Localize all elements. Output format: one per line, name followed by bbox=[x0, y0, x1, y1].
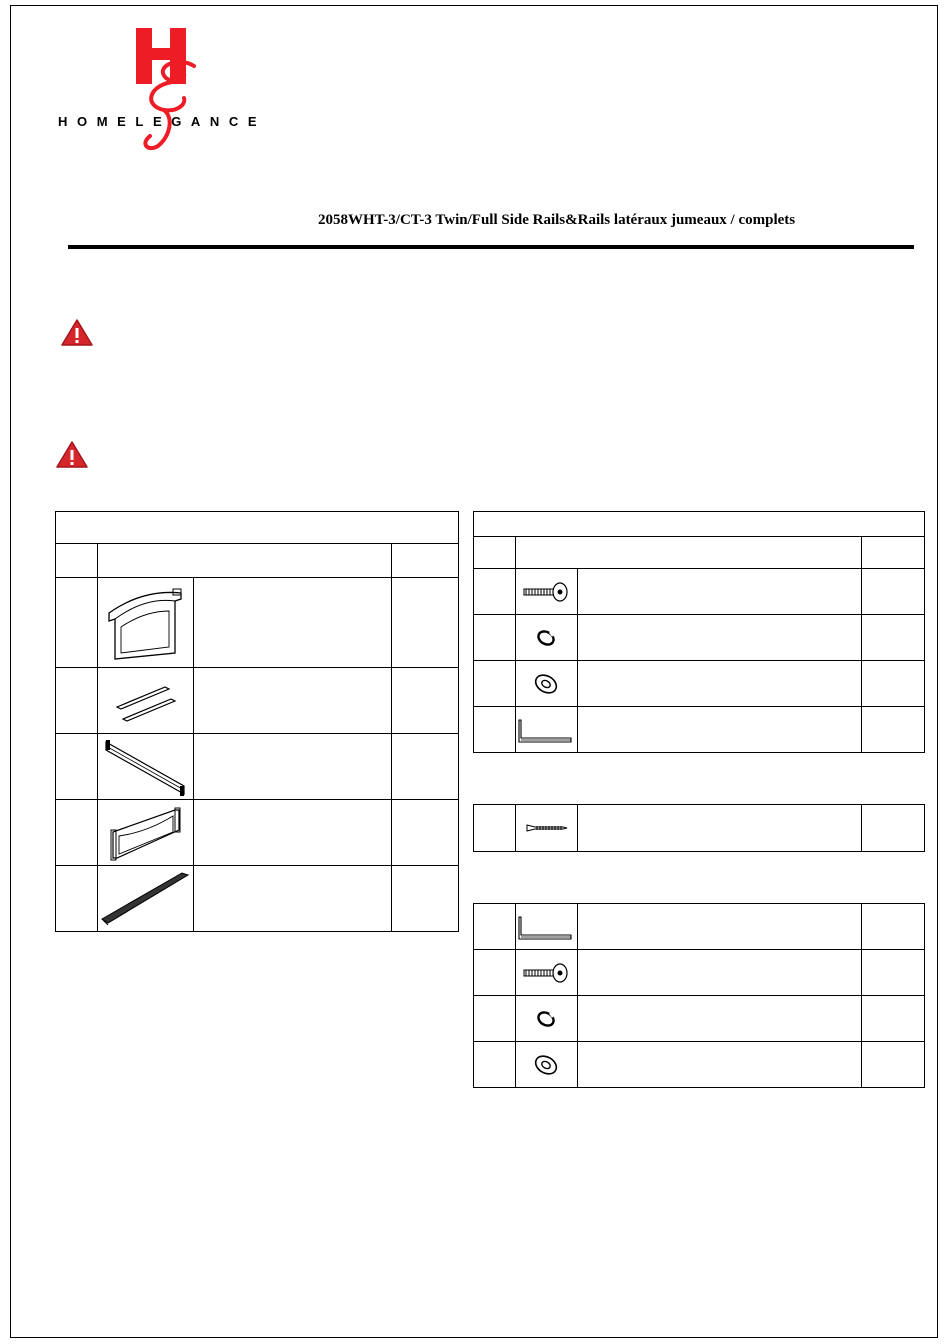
row-quantity-cell bbox=[862, 661, 925, 707]
hardware-table bbox=[473, 511, 925, 753]
table-row bbox=[474, 707, 925, 753]
row-quantity-cell bbox=[862, 805, 925, 852]
bolt-icon bbox=[522, 580, 570, 604]
logo-mark-icon bbox=[134, 26, 244, 151]
row-image-cell bbox=[515, 569, 577, 615]
side-rail-icon bbox=[102, 736, 188, 798]
row-description-cell bbox=[193, 866, 391, 932]
row-description-cell bbox=[577, 707, 861, 753]
flat-washer-icon bbox=[531, 671, 561, 697]
row-image-cell bbox=[97, 800, 193, 866]
row-image-cell bbox=[97, 668, 193, 734]
hardware-table-extra bbox=[473, 903, 925, 1088]
table-row bbox=[474, 1042, 925, 1088]
row-quantity-cell bbox=[862, 615, 925, 661]
table-row bbox=[56, 800, 459, 866]
table-row bbox=[56, 734, 459, 800]
row-image-cell bbox=[515, 996, 577, 1042]
center-support-rail-icon bbox=[98, 869, 192, 929]
bolt-icon bbox=[522, 961, 570, 985]
row-quantity-cell bbox=[392, 866, 459, 932]
row-number-cell bbox=[474, 805, 516, 852]
title-divider bbox=[68, 245, 914, 249]
table-row bbox=[56, 578, 459, 668]
row-number-cell bbox=[56, 866, 98, 932]
row-description-cell bbox=[577, 805, 861, 852]
row-description-cell bbox=[193, 668, 391, 734]
row-quantity-cell bbox=[862, 1042, 925, 1088]
document-title: 2058WHT-3/CT-3 Twin/Full Side Rails&Rails latéraux jumeaux / complets bbox=[318, 212, 796, 228]
row-number-cell bbox=[474, 661, 516, 707]
row-quantity-cell bbox=[862, 707, 925, 753]
table-row bbox=[474, 950, 925, 996]
row-image-cell bbox=[515, 615, 577, 661]
header-number-cell bbox=[474, 537, 516, 569]
row-description-cell bbox=[577, 569, 861, 615]
warning-triangle-icon bbox=[60, 318, 94, 348]
homelegance-logo bbox=[58, 26, 270, 156]
row-description-cell bbox=[577, 904, 861, 950]
row-description-cell bbox=[577, 661, 861, 707]
row-number-cell bbox=[474, 950, 516, 996]
row-image-cell bbox=[515, 661, 577, 707]
row-image-cell bbox=[97, 578, 193, 668]
table-row bbox=[474, 661, 925, 707]
hardware-table-header-row bbox=[474, 537, 925, 569]
header-number-cell bbox=[56, 544, 98, 578]
row-number-cell bbox=[474, 1042, 516, 1088]
hardware-table-screws bbox=[473, 804, 925, 852]
row-number-cell bbox=[474, 996, 516, 1042]
row-number-cell bbox=[56, 578, 98, 668]
row-image-cell bbox=[515, 950, 577, 996]
parts-table-header-row bbox=[56, 544, 459, 578]
flat-washer-icon bbox=[531, 1052, 561, 1078]
table-row bbox=[474, 569, 925, 615]
hardware-table-title-cell bbox=[474, 512, 925, 537]
row-description-cell bbox=[577, 950, 861, 996]
row-quantity-cell bbox=[862, 569, 925, 615]
row-quantity-cell bbox=[862, 904, 925, 950]
table-row bbox=[474, 615, 925, 661]
brand-wordmark: HOMELEGANCE bbox=[58, 114, 267, 129]
table-row bbox=[474, 996, 925, 1042]
row-image-cell bbox=[515, 805, 577, 852]
table-row bbox=[56, 668, 459, 734]
hardware-table-title-row bbox=[474, 512, 925, 537]
row-number-cell bbox=[474, 904, 516, 950]
row-quantity-cell bbox=[392, 734, 459, 800]
table-row bbox=[474, 904, 925, 950]
footboard-panel-icon bbox=[103, 802, 187, 864]
allen-key-icon bbox=[517, 913, 575, 941]
parts-table-title-cell bbox=[56, 512, 459, 544]
header-quantity-cell bbox=[862, 537, 925, 569]
row-description-cell bbox=[577, 1042, 861, 1088]
row-number-cell bbox=[56, 734, 98, 800]
wood-screw-icon bbox=[523, 821, 569, 835]
row-quantity-cell bbox=[392, 578, 459, 668]
warning-triangle-icon bbox=[55, 440, 89, 470]
row-quantity-cell bbox=[392, 668, 459, 734]
row-description-cell bbox=[577, 996, 861, 1042]
slat-pair-icon bbox=[113, 679, 177, 723]
row-image-cell bbox=[97, 734, 193, 800]
parts-table-title-row bbox=[56, 512, 459, 544]
row-number-cell bbox=[56, 800, 98, 866]
row-image-cell bbox=[97, 866, 193, 932]
header-quantity-cell bbox=[392, 544, 459, 578]
row-description-cell bbox=[193, 578, 391, 668]
row-number-cell bbox=[474, 707, 516, 753]
row-description-cell bbox=[193, 734, 391, 800]
spring-washer-icon bbox=[534, 626, 558, 650]
spring-washer-icon bbox=[534, 1007, 558, 1031]
row-description-cell bbox=[577, 615, 861, 661]
row-quantity-cell bbox=[862, 996, 925, 1042]
row-number-cell bbox=[474, 569, 516, 615]
table-row bbox=[56, 866, 459, 932]
header-description-cell bbox=[97, 544, 391, 578]
headboard-panel-icon bbox=[103, 583, 187, 663]
row-number-cell bbox=[56, 668, 98, 734]
row-quantity-cell bbox=[862, 950, 925, 996]
row-description-cell bbox=[193, 800, 391, 866]
parts-table bbox=[55, 511, 459, 932]
header-description-cell bbox=[515, 537, 861, 569]
table-row bbox=[474, 805, 925, 852]
allen-key-icon bbox=[517, 716, 575, 744]
row-quantity-cell bbox=[392, 800, 459, 866]
row-image-cell bbox=[515, 904, 577, 950]
row-image-cell bbox=[515, 707, 577, 753]
row-number-cell bbox=[474, 615, 516, 661]
row-image-cell bbox=[515, 1042, 577, 1088]
